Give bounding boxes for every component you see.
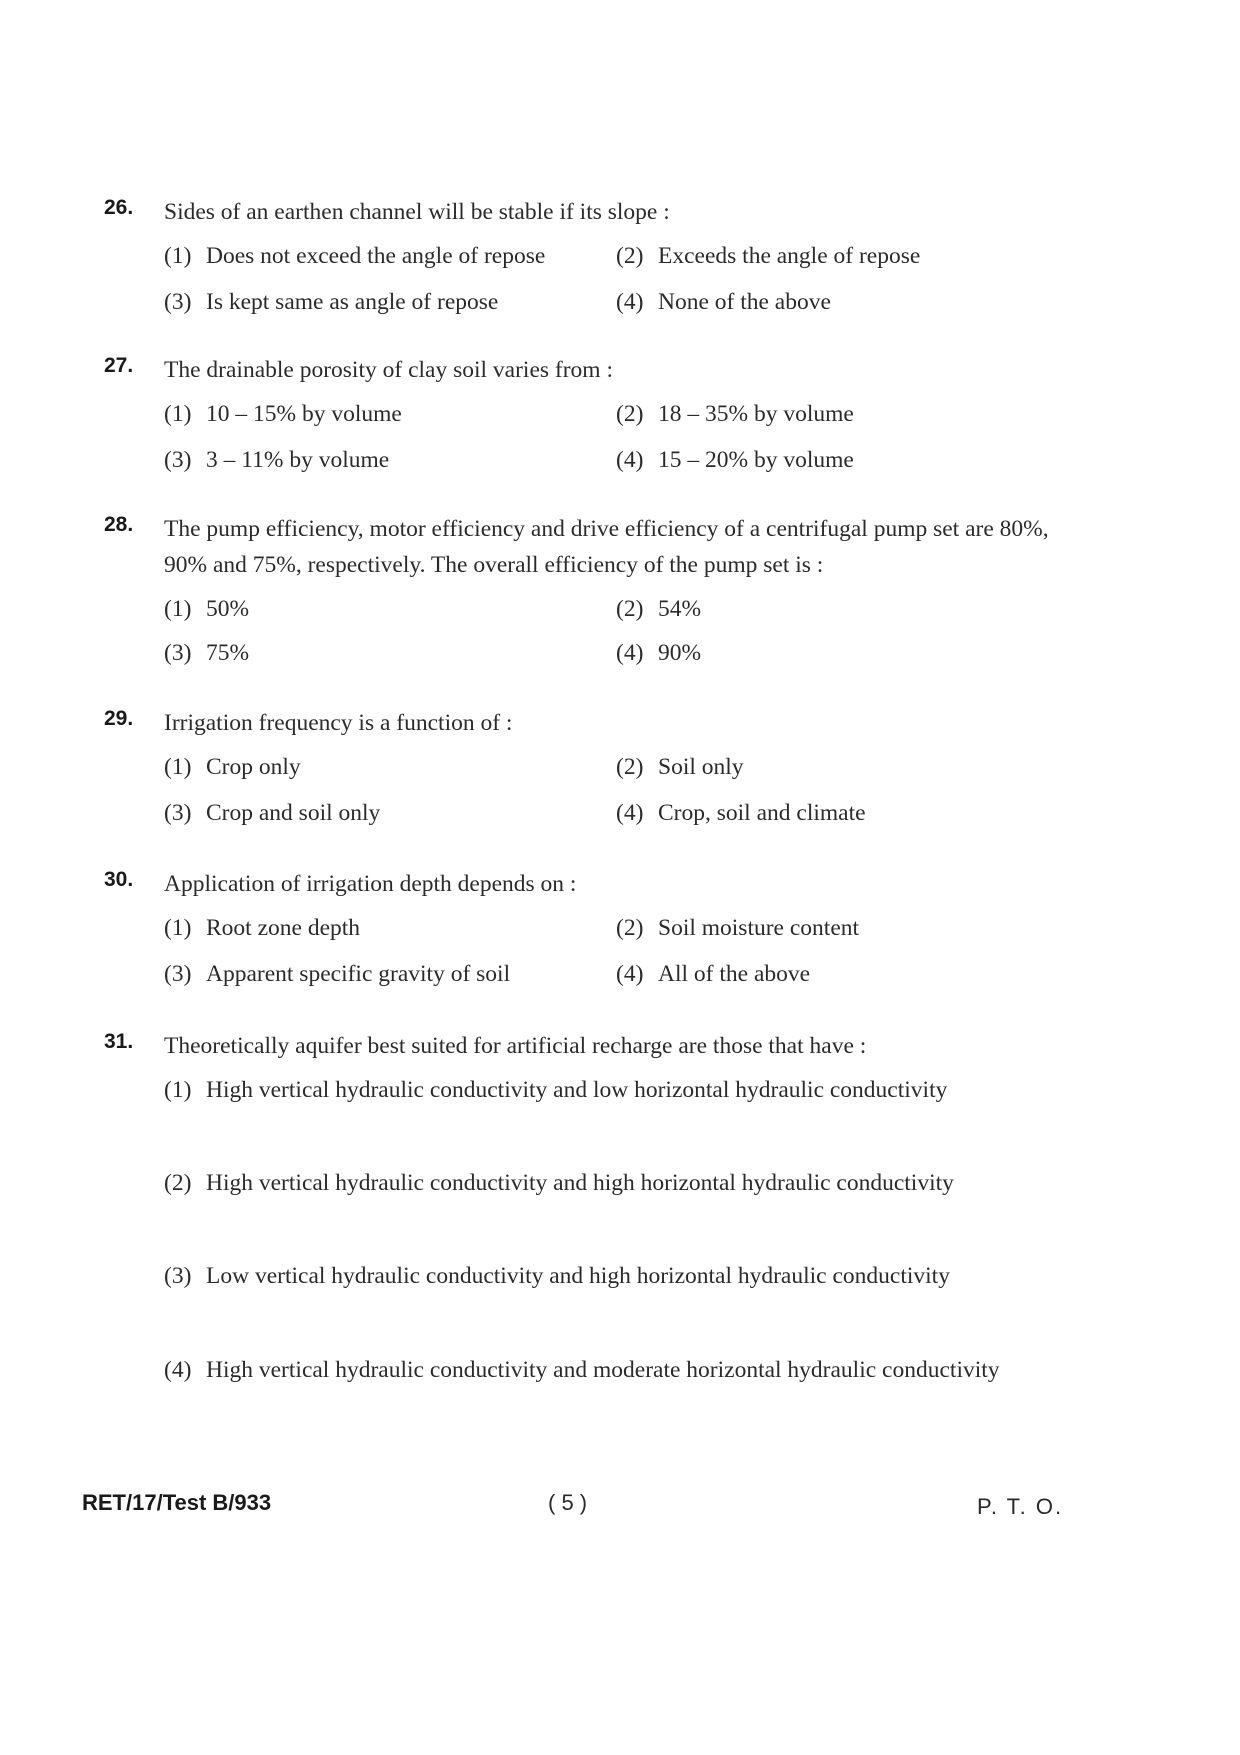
question-number: 29.	[104, 707, 134, 730]
option-3	[164, 635, 249, 671]
option-number: (4)	[164, 1357, 192, 1383]
option-2	[616, 749, 744, 785]
option-number: (3)	[164, 800, 192, 826]
question-text: Sides of an earthen channel will be stable if its slope :	[164, 199, 670, 225]
question-number: 30.	[104, 868, 134, 891]
option-4	[616, 956, 810, 992]
page-number: ( 5 )	[548, 1490, 588, 1515]
option-3	[164, 442, 389, 478]
option-number: (3)	[164, 961, 192, 987]
option-text: 3 – 11% by volume	[206, 447, 390, 473]
option-number: (1)	[164, 243, 192, 269]
option-text: 10 – 15% by volume	[206, 401, 402, 427]
question-number: 31.	[104, 1030, 134, 1053]
option-number: (4)	[616, 447, 644, 473]
option-text: Crop, soil and climate	[658, 800, 866, 826]
option-4	[616, 284, 831, 320]
option-text: 54%	[658, 596, 702, 622]
option-number: (1)	[164, 596, 192, 622]
question-number: 28.	[104, 513, 134, 536]
option-text: Soil only	[658, 754, 744, 780]
option-text: Crop and soil only	[206, 800, 381, 826]
option-2	[164, 1165, 1070, 1202]
option-text: Is kept same as angle of repose	[206, 289, 499, 315]
option-2	[616, 910, 859, 946]
please-turn-over: P. T. O.	[977, 1494, 1064, 1519]
option-number: (2)	[164, 1170, 192, 1196]
option-1	[164, 749, 301, 785]
option-1	[164, 238, 545, 274]
option-3	[164, 795, 380, 831]
option-text: High vertical hydraulic conductivity and low horizontal hydraulic conductivity	[206, 1077, 948, 1103]
option-text: 75%	[206, 640, 250, 666]
question-number: 26.	[104, 196, 134, 219]
option-text: Does not exceed the angle of repose	[206, 243, 546, 269]
test-code: RET/17/Test B/933	[82, 1490, 272, 1515]
option-2	[616, 396, 854, 432]
option-text: Apparent specific gravity of soil	[206, 961, 511, 987]
option-4	[616, 635, 701, 671]
option-text: All of the above	[658, 961, 811, 987]
option-number: (4)	[616, 800, 644, 826]
option-text: Exceeds the angle of repose	[658, 243, 921, 269]
option-text: Root zone depth	[206, 915, 361, 941]
option-number: (3)	[164, 289, 192, 315]
option-text: Crop only	[206, 754, 301, 780]
option-1	[164, 910, 360, 946]
option-number: (1)	[164, 915, 192, 941]
option-4	[164, 1352, 1070, 1389]
question-text: Irrigation frequency is a function of :	[164, 710, 513, 736]
option-number: (2)	[616, 243, 644, 269]
option-text: High vertical hydraulic conductivity and moderate horizontal hydraulic conductivity	[206, 1357, 1000, 1383]
option-text: 18 – 35% by volume	[658, 401, 854, 427]
option-number: (1)	[164, 1077, 192, 1103]
question-text: The drainable porosity of clay soil varies from :	[164, 357, 613, 383]
option-2	[616, 238, 920, 274]
question-text: Theoretically aquifer best suited for artificial recharge are those that have :	[164, 1033, 867, 1059]
option-number: (2)	[616, 401, 644, 427]
option-text: Soil moisture content	[658, 915, 860, 941]
question-text: The pump efficiency, motor efficiency and drive efficiency of a centrifugal pump set are 80%, 90% and 75%, respectively. The overall efficiency of the pump set is :	[164, 516, 1049, 578]
option-4	[616, 795, 866, 831]
option-number: (3)	[164, 447, 192, 473]
option-text: Low vertical hydraulic conductivity and high horizontal hydraulic conductivity	[206, 1263, 950, 1289]
option-text: 50%	[206, 596, 250, 622]
option-2	[616, 591, 701, 627]
option-number: (3)	[164, 640, 192, 666]
option-number: (1)	[164, 401, 192, 427]
option-4	[616, 442, 854, 478]
option-1	[164, 1072, 1070, 1109]
option-number: (2)	[616, 915, 644, 941]
option-3	[164, 956, 510, 992]
option-1	[164, 396, 402, 432]
option-text: 15 – 20% by volume	[658, 447, 854, 473]
option-3	[164, 284, 498, 320]
option-number: (3)	[164, 1263, 192, 1289]
option-1	[164, 591, 249, 627]
question-number: 27.	[104, 354, 134, 377]
option-number: (2)	[616, 596, 644, 622]
option-text: None of the above	[658, 289, 831, 315]
option-3	[164, 1258, 1070, 1295]
option-text: High vertical hydraulic conductivity and high horizontal hydraulic conductivity	[206, 1170, 954, 1196]
question-text: Application of irrigation depth depends on :	[164, 871, 577, 897]
option-number: (4)	[616, 961, 644, 987]
option-number: (4)	[616, 640, 644, 666]
option-number: (1)	[164, 754, 192, 780]
option-number: (2)	[616, 754, 644, 780]
option-number: (4)	[616, 289, 644, 315]
option-text: 90%	[658, 640, 702, 666]
